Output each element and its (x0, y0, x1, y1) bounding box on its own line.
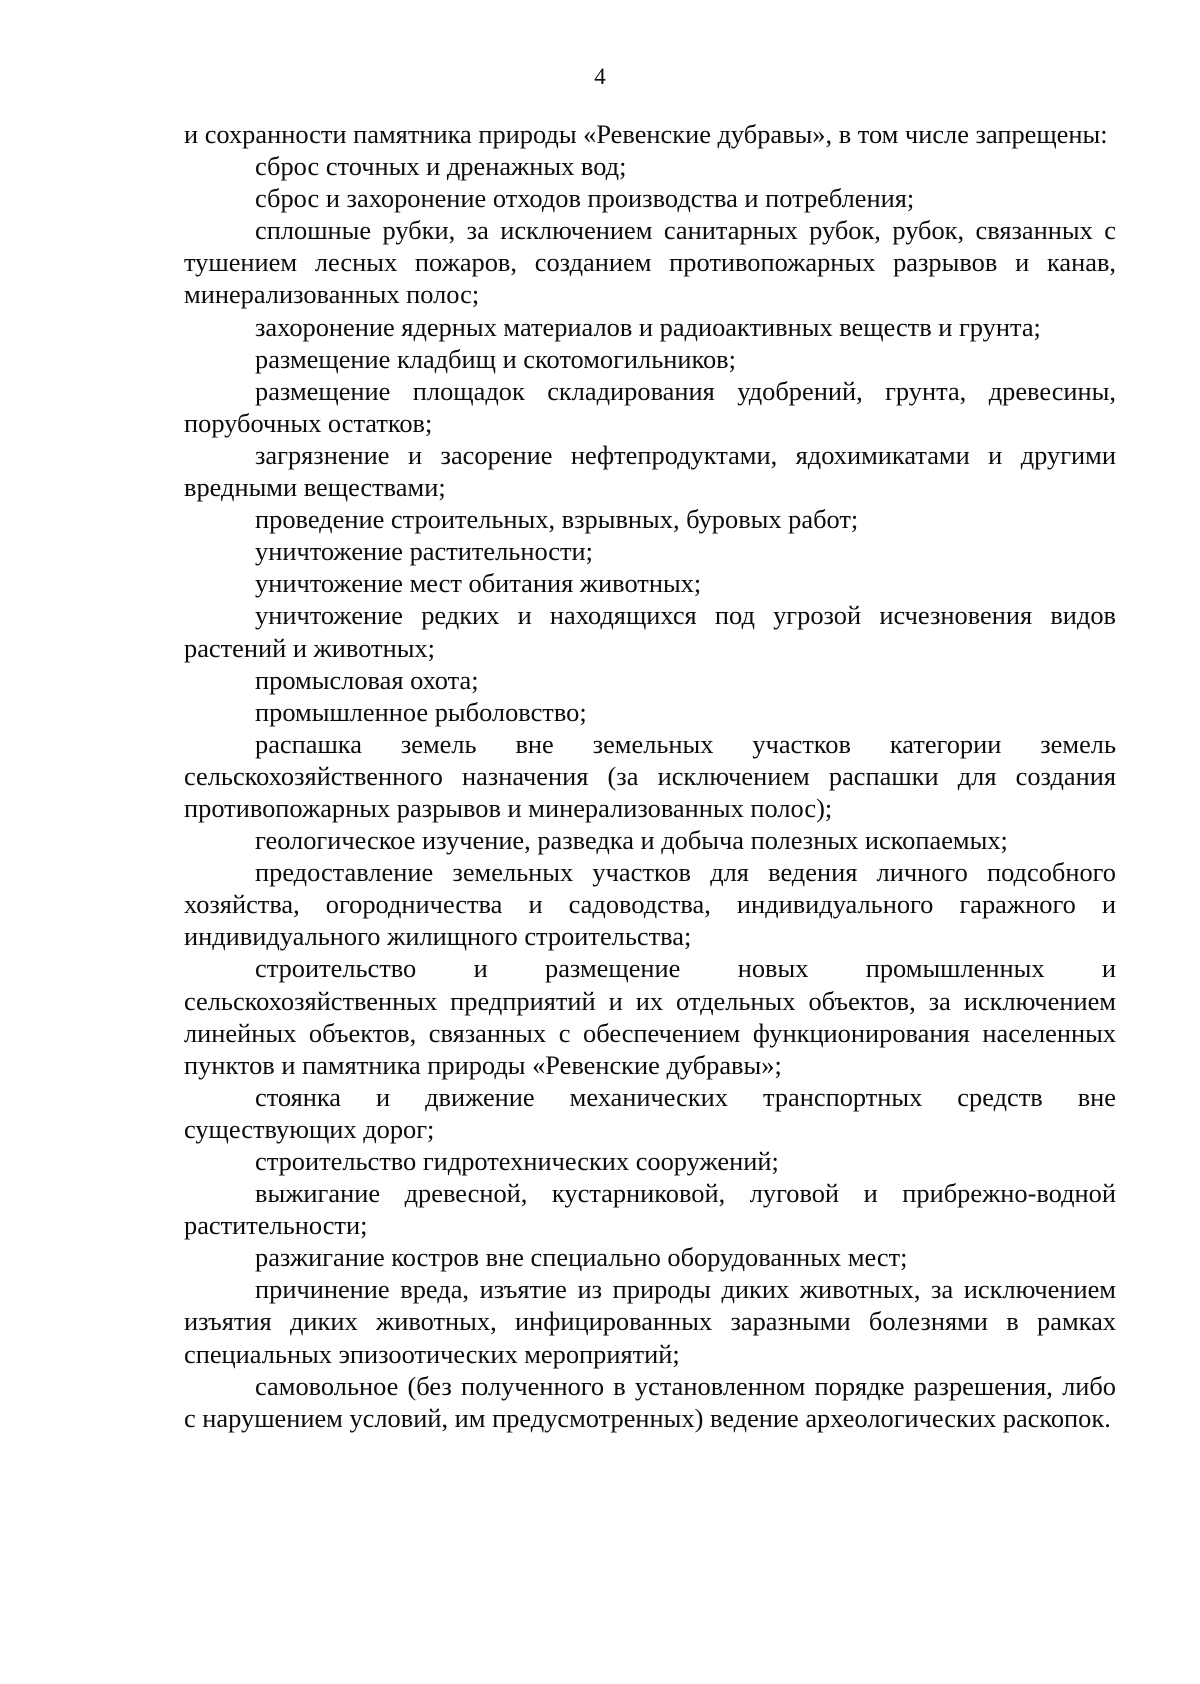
list-item: промышленное рыболовство; (255, 696, 587, 727)
list-item: загрязнение и засорение нефтепродуктами, ядохимикатами и другими вредными веществами; (184, 439, 1116, 503)
list-item: размещение площадок складирования удобрений, грунта, древесины, порубочных остатков; (184, 375, 1116, 438)
list-item: самовольное (без полученного в установленном порядке разрешения, либо с нарушением условий, им предусмотренных) ведение археологических раскопок. (184, 1370, 1116, 1433)
list-item: уничтожение редких и находящихся под угрозой исчезновения видов растений и животных; (184, 600, 1116, 663)
list-item: строительство гидротехнических сооружений; (255, 1146, 779, 1176)
list-item: размещение кладбищ и скотомогильников; (255, 343, 736, 374)
list-item: сплошные рубки, за исключением санитарных рубок, рубок, связанных с тушением лесных пожаров, созданием противопожарных разрывов и канав, минерализованных полос; (184, 215, 1116, 310)
list-item: строительство и размещение новых промышленных и сельскохозяйственных предприятий и их отдельных объектов, за исключением линейных объектов, связанных с обеспечением функционирования населенных пунктов и памятника природы «Ревенские дубравы»; (184, 953, 1116, 1080)
list-item: выжигание древесной, кустарниковой, луговой и прибрежно-водной растительности; (184, 1178, 1116, 1241)
list-item: разжигание костров вне специально оборудованных мест; (255, 1242, 908, 1273)
list-item: промысловая охота; (255, 664, 479, 695)
list-item: уничтожение растительности; (255, 536, 594, 567)
list-item: сброс и захоронение отходов производства и потребления; (255, 183, 915, 214)
page-number: 4 (594, 64, 606, 89)
list-item: предоставление земельных участков для ведения личного подсобного хозяйства, огородничества и садоводства, индивидуального гаражного и индивидуального жилищного строительства; (184, 857, 1116, 952)
list-item: проведение строительных, взрывных, буровых работ; (255, 504, 859, 535)
list-item: распашка земель вне земельных участков категории земель сельскохозяйственного назначения (за исключением распашки для создания противопожарных разрывов и минерализованных полос); (184, 728, 1116, 823)
paragraph-intro: и сохранности памятника природы «Ревенские дубравы», в том числе запрещены: (184, 119, 1108, 149)
document-body (184, 118, 1116, 1434)
list-item: геологическое изучение, разведка и добыча полезных ископаемых; (255, 825, 1008, 856)
list-item: уничтожение мест обитания животных; (255, 568, 702, 599)
list-item: причинение вреда, изъятие из природы диких животных, за исключением изъятия диких животных, инфицированных заразными болезнями в рамках специальных эпизоотических мероприятий; (184, 1274, 1116, 1369)
list-item: стоянка и движение механических транспортных средств вне существующих дорог; (184, 1081, 1116, 1144)
list-item: захоронение ядерных материалов и радиоактивных веществ и грунта; (255, 311, 1041, 342)
list-item: сброс сточных и дренажных вод; (255, 151, 627, 182)
